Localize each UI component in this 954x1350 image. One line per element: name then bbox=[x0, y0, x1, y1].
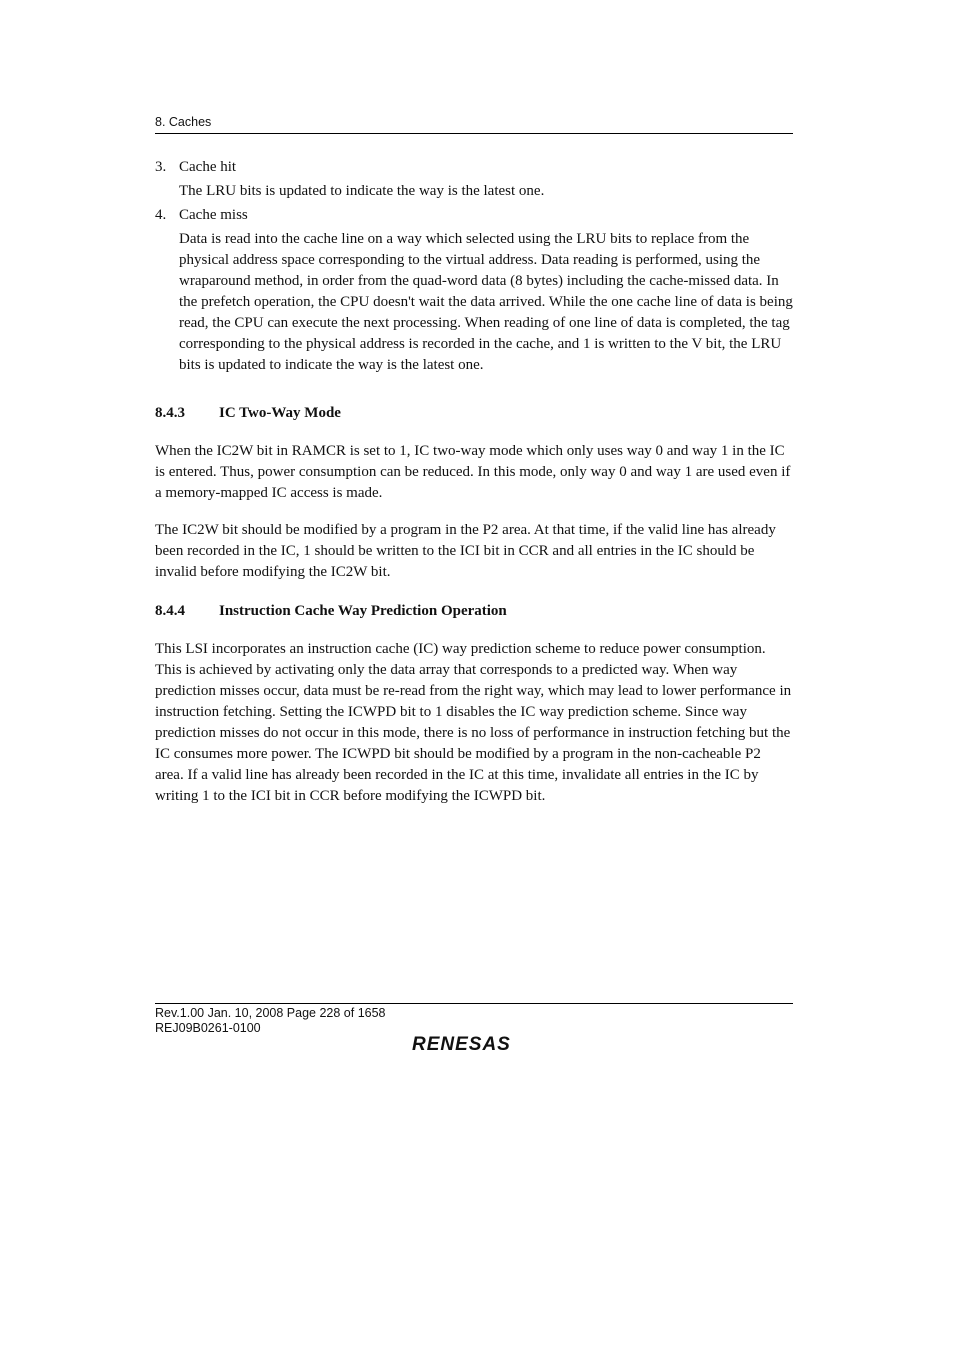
section-title: IC Two-Way Mode bbox=[219, 405, 341, 421]
section-number: 8.4.3 bbox=[155, 405, 185, 421]
list-item-title: Cache hit bbox=[179, 159, 237, 175]
logo-text: RENESAS bbox=[412, 1034, 511, 1055]
page-header bbox=[155, 114, 793, 134]
list-item bbox=[155, 205, 793, 376]
paragraph: When the IC2W bit in RAMCR is set to 1, IC two-way mode which only uses way 0 and way 1 in the IC is entered. Thus, power consumption can be reduced. In this mode, only way 0 and way 1 are used even if a memory-mapped IC access is made. bbox=[155, 443, 791, 501]
revision-info: Rev.1.00 Jan. 10, 2008 Page 228 of 1658 bbox=[155, 1006, 386, 1020]
page-footer bbox=[155, 1003, 793, 1036]
list-item-number: 4. bbox=[155, 207, 167, 223]
page-content bbox=[155, 157, 793, 823]
section-heading-8-4-4 bbox=[155, 601, 793, 622]
list-item-number: 3. bbox=[155, 159, 167, 175]
section-heading-8-4-3 bbox=[155, 403, 793, 424]
document-number: REJ09B0261-0100 bbox=[155, 1021, 261, 1035]
paragraph: The IC2W bit should be modified by a program in the P2 area. At that time, if the valid line has already been recorded in the IC, 1 should be written to the ICI bit in CCR and all entries in the IC should be invalid before modifying the IC2W bit. bbox=[155, 522, 776, 580]
list-item-body: Data is read into the cache line on a way which selected using the LRU bits to replace from the physical address space corresponding to the virtual address. Data reading is performed, using the wraparound method, in order from the quad-word data (8 bytes) including the cache-missed data. In the prefetch operation, the CPU doesn't wait the data arrived. While the one cache line of data is being read, the CPU can execute the next processing. When reading of one line of data is completed, the tag corresponding to the physical address is recorded in the cache, and 1 is written to the V bit, the LRU bits is updated to indicate the way is the latest one. bbox=[179, 231, 793, 373]
chapter-label: 8. Caches bbox=[155, 115, 212, 129]
renesas-logo bbox=[412, 1034, 534, 1054]
section-number: 8.4.4 bbox=[155, 603, 185, 619]
list-item-title: Cache miss bbox=[179, 207, 248, 223]
list-item bbox=[155, 157, 793, 202]
list-item-body: The LRU bits is updated to indicate the way is the latest one. bbox=[179, 183, 545, 199]
paragraph: This LSI incorporates an instruction cache (IC) way prediction scheme to reduce power consumption. This is achieved by activating only the data array that corresponds to a predicted way. When way prediction misses occur, data must be re-read from the right way, which may lead to lower performance in instruction fetching. Setting the ICWPD bit to 1 disables the IC way prediction scheme. Since way prediction misses do not occur in this mode, there is no loss of performance in instruction fetching but the IC consumes more power. The ICWPD bit should be modified by a program in the non-cacheable P2 area. If a valid line has already been recorded in the IC at this time, invalidate all entries in the IC by writing 1 to the ICI bit in CCR before modifying the ICWPD bit. bbox=[155, 641, 792, 804]
section-title: Instruction Cache Way Prediction Operation bbox=[219, 603, 507, 619]
